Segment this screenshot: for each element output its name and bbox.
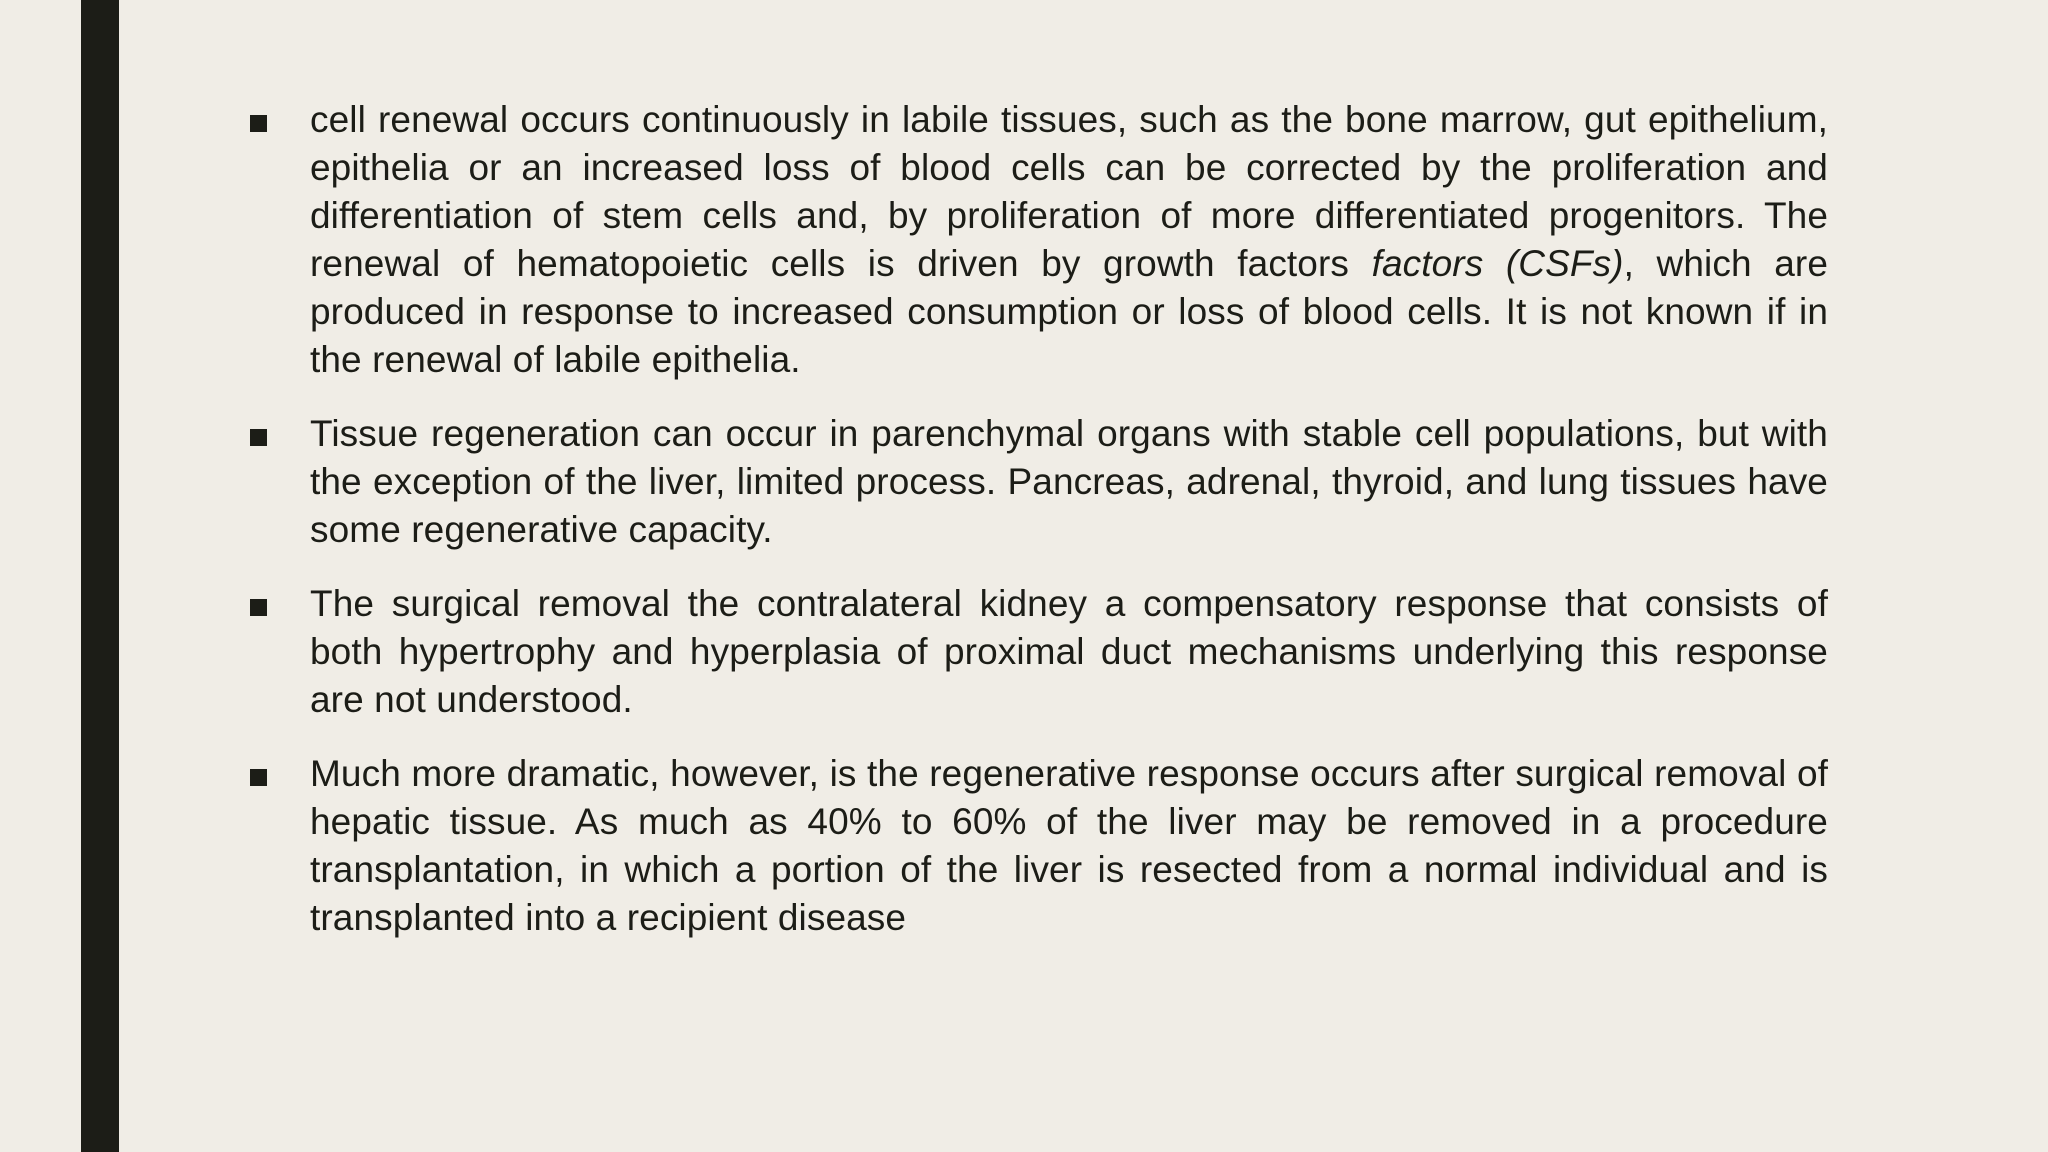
bullet-text xyxy=(310,96,1828,384)
bullet-list xyxy=(246,96,1828,968)
bullet-text-part: The surgical removal the contralateral kidney a compensatory response that consists of both hypertrophy and hyperplasia of proximal duct mechanisms underlying this response are not understood. xyxy=(310,583,1828,720)
bullet-item-kidney-removal xyxy=(246,580,1828,724)
bullet-text xyxy=(310,750,1828,942)
bullet-text-italic-part: factors (CSFs) xyxy=(1371,243,1624,284)
bullet-text-part: Much more dramatic, however, is the regenerative response occurs after surgical removal of hepatic tissue. As much as 40% to 60% of the liver may be removed in a procedure transplantation, in which a portion of the liver is resected from a normal individual and is transplanted into a recipient disease xyxy=(310,753,1828,938)
left-accent-bar xyxy=(81,0,119,1152)
bullet-item-tissue-regeneration xyxy=(246,410,1828,554)
bullet-text-part: cell renewal occurs continuously in labile tissues, such as the bone marrow, gut epithelium, epithelia or an increased loss of blood cells can be corrected by the proliferation and differentiation of stem cells and, by proliferation of more differentiated progenitors. The renewal of hematopoietic cells is driven by growth factors xyxy=(310,99,1828,284)
bullet-text xyxy=(310,580,1828,724)
bullet-item-labile-tissues xyxy=(246,96,1828,384)
square-bullet-icon xyxy=(246,96,310,144)
square-bullet-icon xyxy=(246,580,310,628)
bullet-item-liver-regeneration xyxy=(246,750,1828,942)
bullet-text-part: Tissue regeneration can occur in parenchymal organs with stable cell populations, but with the exception of the liver, limited process. Pancreas, adrenal, thyroid, and lung tissues have some regenerative capacity. xyxy=(310,413,1828,550)
square-bullet-icon xyxy=(246,750,310,798)
square-bullet-icon xyxy=(246,410,310,458)
bullet-text xyxy=(310,410,1828,554)
bullet-text-part: , which are produced in response to increased consumption or loss of blood cells. It is not known if in the renewal of labile epithelia. xyxy=(310,243,1828,380)
